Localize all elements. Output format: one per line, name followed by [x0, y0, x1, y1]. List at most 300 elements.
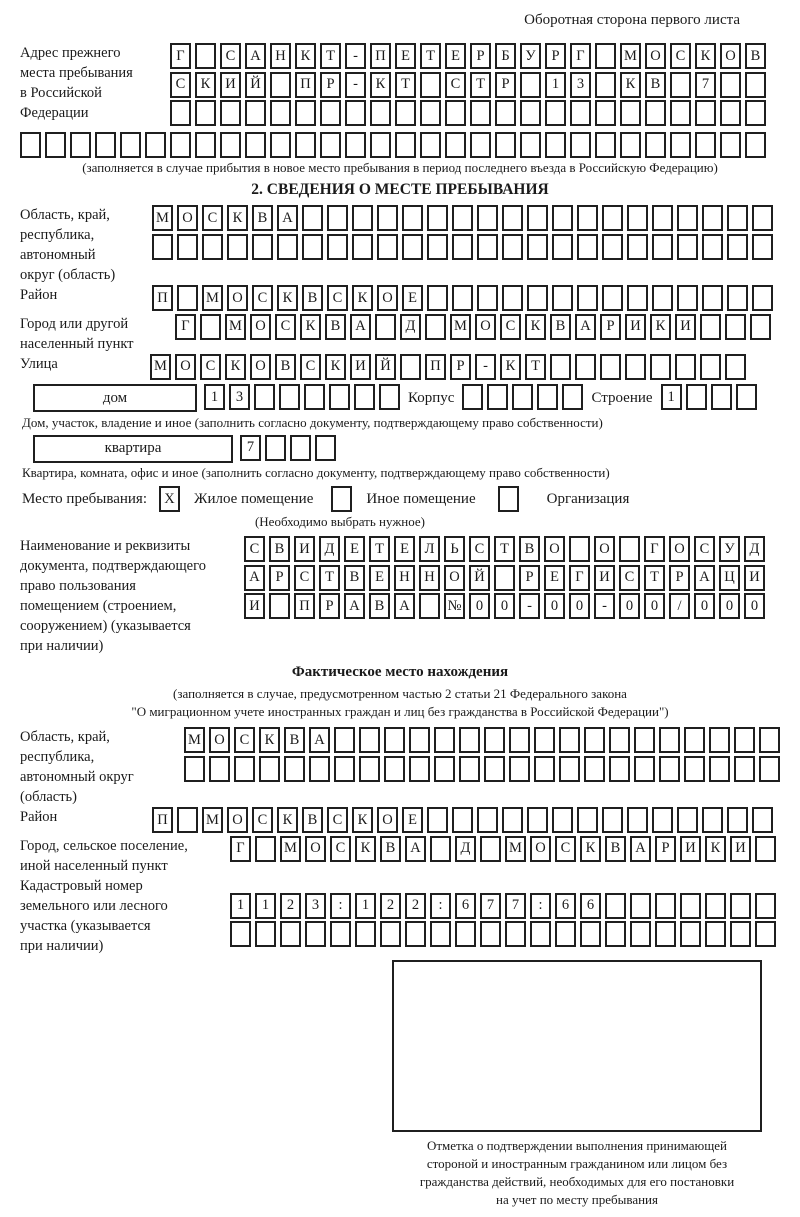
char-cell[interactable]: [345, 132, 366, 158]
char-cell[interactable]: 3: [570, 72, 591, 98]
char-cell[interactable]: [409, 756, 430, 782]
char-cell[interactable]: 7: [695, 72, 716, 98]
char-cell[interactable]: [315, 435, 336, 461]
char-cell[interactable]: О: [377, 807, 398, 833]
char-cell[interactable]: П: [152, 285, 173, 311]
char-cell[interactable]: [445, 100, 466, 126]
char-cell[interactable]: [459, 727, 480, 753]
char-cell[interactable]: М: [184, 727, 205, 753]
char-cell[interactable]: [434, 727, 455, 753]
char-cell[interactable]: 1: [661, 384, 682, 410]
char-cell[interactable]: 0: [694, 593, 715, 619]
char-cell[interactable]: О: [444, 565, 465, 591]
char-cell[interactable]: [736, 384, 757, 410]
char-cell[interactable]: П: [295, 72, 316, 98]
char-cell[interactable]: 6: [455, 893, 476, 919]
char-cell[interactable]: [630, 893, 651, 919]
char-cell[interactable]: К: [370, 72, 391, 98]
char-cell[interactable]: Р: [545, 43, 566, 69]
char-cell[interactable]: [334, 727, 355, 753]
char-cell[interactable]: [711, 384, 732, 410]
char-cell[interactable]: [334, 756, 355, 782]
char-cell[interactable]: [734, 756, 755, 782]
char-cell[interactable]: Р: [669, 565, 690, 591]
char-cell[interactable]: И: [294, 536, 315, 562]
char-cell[interactable]: [470, 132, 491, 158]
char-cell[interactable]: [477, 205, 498, 231]
char-cell[interactable]: :: [530, 893, 551, 919]
char-cell[interactable]: [230, 921, 251, 947]
char-cell[interactable]: [269, 593, 290, 619]
char-cell[interactable]: [170, 132, 191, 158]
char-cell[interactable]: [655, 921, 676, 947]
char-cell[interactable]: С: [555, 836, 576, 862]
char-cell[interactable]: [354, 384, 375, 410]
char-cell[interactable]: Р: [519, 565, 540, 591]
char-cell[interactable]: [559, 756, 580, 782]
char-cell[interactable]: Т: [395, 72, 416, 98]
char-cell[interactable]: [545, 132, 566, 158]
char-cell[interactable]: М: [152, 205, 173, 231]
char-cell[interactable]: [634, 756, 655, 782]
char-cell[interactable]: [686, 384, 707, 410]
char-cell[interactable]: [569, 536, 590, 562]
char-cell[interactable]: [295, 132, 316, 158]
char-cell[interactable]: [502, 285, 523, 311]
char-cell[interactable]: К: [325, 354, 346, 380]
char-cell[interactable]: 1: [355, 893, 376, 919]
char-cell[interactable]: [702, 234, 723, 260]
char-cell[interactable]: А: [244, 565, 265, 591]
char-cell[interactable]: [680, 921, 701, 947]
char-cell[interactable]: Д: [744, 536, 765, 562]
char-cell[interactable]: [352, 234, 373, 260]
char-cell[interactable]: С: [327, 807, 348, 833]
char-cell[interactable]: [755, 921, 776, 947]
char-cell[interactable]: [527, 205, 548, 231]
char-cell[interactable]: С: [670, 43, 691, 69]
char-cell[interactable]: [602, 807, 623, 833]
char-cell[interactable]: М: [202, 285, 223, 311]
char-cell[interactable]: [550, 354, 571, 380]
char-cell[interactable]: [255, 921, 276, 947]
char-cell[interactable]: [270, 132, 291, 158]
char-cell[interactable]: [620, 100, 641, 126]
char-cell[interactable]: К: [225, 354, 246, 380]
char-cell[interactable]: А: [277, 205, 298, 231]
char-cell[interactable]: [509, 727, 530, 753]
char-cell[interactable]: [650, 354, 671, 380]
char-cell[interactable]: Т: [320, 43, 341, 69]
char-cell[interactable]: -: [475, 354, 496, 380]
char-cell[interactable]: [702, 285, 723, 311]
char-cell[interactable]: Р: [470, 43, 491, 69]
char-cell[interactable]: [700, 354, 721, 380]
char-cell[interactable]: [252, 234, 273, 260]
char-cell[interactable]: О: [177, 205, 198, 231]
char-cell[interactable]: [602, 285, 623, 311]
char-cell[interactable]: [255, 836, 276, 862]
char-cell[interactable]: В: [645, 72, 666, 98]
char-cell[interactable]: [277, 234, 298, 260]
char-cell[interactable]: [420, 72, 441, 98]
char-cell[interactable]: [659, 756, 680, 782]
char-cell[interactable]: [400, 354, 421, 380]
char-cell[interactable]: [384, 727, 405, 753]
char-cell[interactable]: [695, 100, 716, 126]
char-cell[interactable]: [630, 921, 651, 947]
char-cell[interactable]: [502, 205, 523, 231]
char-cell[interactable]: О: [544, 536, 565, 562]
char-cell[interactable]: [234, 756, 255, 782]
char-cell[interactable]: Д: [400, 314, 421, 340]
char-cell[interactable]: [595, 43, 616, 69]
char-cell[interactable]: П: [370, 43, 391, 69]
char-cell[interactable]: А: [309, 727, 330, 753]
char-cell[interactable]: [477, 807, 498, 833]
char-cell[interactable]: Р: [319, 593, 340, 619]
char-cell[interactable]: [609, 756, 630, 782]
char-cell[interactable]: [352, 205, 373, 231]
char-cell[interactable]: [680, 893, 701, 919]
char-cell[interactable]: С: [330, 836, 351, 862]
char-cell[interactable]: И: [730, 836, 751, 862]
char-cell[interactable]: [584, 727, 605, 753]
char-cell[interactable]: 2: [280, 893, 301, 919]
char-cell[interactable]: [659, 727, 680, 753]
char-cell[interactable]: [177, 807, 198, 833]
char-cell[interactable]: [480, 921, 501, 947]
char-cell[interactable]: [280, 921, 301, 947]
char-cell[interactable]: М: [620, 43, 641, 69]
char-cell[interactable]: И: [675, 314, 696, 340]
char-cell[interactable]: [270, 100, 291, 126]
char-cell[interactable]: -: [345, 72, 366, 98]
char-cell[interactable]: [145, 132, 166, 158]
char-cell[interactable]: [427, 234, 448, 260]
char-cell[interactable]: [677, 205, 698, 231]
char-cell[interactable]: [670, 72, 691, 98]
char-cell[interactable]: [70, 132, 91, 158]
char-cell[interactable]: В: [302, 807, 323, 833]
char-cell[interactable]: 2: [380, 893, 401, 919]
char-cell[interactable]: П: [294, 593, 315, 619]
char-cell[interactable]: Р: [495, 72, 516, 98]
char-cell[interactable]: [327, 205, 348, 231]
char-cell[interactable]: [484, 756, 505, 782]
char-cell[interactable]: [677, 234, 698, 260]
char-cell[interactable]: В: [380, 836, 401, 862]
char-cell[interactable]: Е: [402, 285, 423, 311]
char-cell[interactable]: [580, 921, 601, 947]
char-cell[interactable]: [534, 756, 555, 782]
char-cell[interactable]: С: [234, 727, 255, 753]
char-cell[interactable]: О: [594, 536, 615, 562]
char-cell[interactable]: [259, 756, 280, 782]
char-cell[interactable]: [595, 132, 616, 158]
char-cell[interactable]: К: [695, 43, 716, 69]
char-cell[interactable]: [655, 893, 676, 919]
char-cell[interactable]: В: [605, 836, 626, 862]
char-cell[interactable]: /: [669, 593, 690, 619]
char-cell[interactable]: [455, 921, 476, 947]
char-cell[interactable]: [552, 234, 573, 260]
char-cell[interactable]: К: [355, 836, 376, 862]
char-cell[interactable]: [509, 756, 530, 782]
char-cell[interactable]: [709, 727, 730, 753]
char-cell[interactable]: С: [244, 536, 265, 562]
char-cell[interactable]: [675, 354, 696, 380]
char-cell[interactable]: А: [394, 593, 415, 619]
char-cell[interactable]: [505, 921, 526, 947]
char-cell[interactable]: [577, 205, 598, 231]
char-cell[interactable]: [405, 921, 426, 947]
char-cell[interactable]: М: [505, 836, 526, 862]
char-cell[interactable]: Е: [445, 43, 466, 69]
char-cell[interactable]: [402, 205, 423, 231]
char-cell[interactable]: [345, 100, 366, 126]
char-cell[interactable]: А: [245, 43, 266, 69]
char-cell[interactable]: К: [525, 314, 546, 340]
char-cell[interactable]: М: [225, 314, 246, 340]
char-cell[interactable]: [452, 205, 473, 231]
char-cell[interactable]: П: [152, 807, 173, 833]
char-cell[interactable]: [702, 807, 723, 833]
char-cell[interactable]: [375, 314, 396, 340]
char-cell[interactable]: В: [745, 43, 766, 69]
char-cell[interactable]: У: [719, 536, 740, 562]
char-cell[interactable]: К: [352, 807, 373, 833]
char-cell[interactable]: [730, 893, 751, 919]
char-cell[interactable]: С: [252, 285, 273, 311]
char-cell[interactable]: С: [252, 807, 273, 833]
char-cell[interactable]: О: [250, 314, 271, 340]
char-cell[interactable]: С: [170, 72, 191, 98]
char-cell[interactable]: [670, 132, 691, 158]
char-cell[interactable]: [577, 285, 598, 311]
char-cell[interactable]: М: [150, 354, 171, 380]
char-cell[interactable]: К: [295, 43, 316, 69]
char-cell[interactable]: [527, 285, 548, 311]
char-cell[interactable]: [279, 384, 300, 410]
char-cell[interactable]: Е: [395, 43, 416, 69]
char-cell[interactable]: О: [175, 354, 196, 380]
char-cell[interactable]: [537, 384, 558, 410]
char-cell[interactable]: Й: [375, 354, 396, 380]
house-field-box[interactable]: дом: [33, 384, 197, 412]
char-cell[interactable]: Т: [494, 536, 515, 562]
char-cell[interactable]: О: [645, 43, 666, 69]
char-cell[interactable]: [120, 132, 141, 158]
char-cell[interactable]: [627, 807, 648, 833]
char-cell[interactable]: [552, 807, 573, 833]
char-cell[interactable]: -: [594, 593, 615, 619]
char-cell[interactable]: [727, 234, 748, 260]
char-cell[interactable]: К: [620, 72, 641, 98]
stay-type-checkbox-other[interactable]: [331, 486, 352, 512]
char-cell[interactable]: К: [227, 205, 248, 231]
char-cell[interactable]: [652, 205, 673, 231]
char-cell[interactable]: [600, 354, 621, 380]
char-cell[interactable]: О: [305, 836, 326, 862]
char-cell[interactable]: [462, 384, 483, 410]
char-cell[interactable]: [320, 132, 341, 158]
char-cell[interactable]: [670, 100, 691, 126]
char-cell[interactable]: [555, 921, 576, 947]
char-cell[interactable]: Р: [655, 836, 676, 862]
char-cell[interactable]: [570, 100, 591, 126]
char-cell[interactable]: [265, 435, 286, 461]
char-cell[interactable]: Д: [455, 836, 476, 862]
char-cell[interactable]: [220, 100, 241, 126]
char-cell[interactable]: [520, 100, 541, 126]
char-cell[interactable]: 2: [405, 893, 426, 919]
char-cell[interactable]: [445, 132, 466, 158]
char-cell[interactable]: [419, 593, 440, 619]
char-cell[interactable]: В: [269, 536, 290, 562]
char-cell[interactable]: А: [575, 314, 596, 340]
char-cell[interactable]: [470, 100, 491, 126]
char-cell[interactable]: [759, 727, 780, 753]
char-cell[interactable]: [730, 921, 751, 947]
char-cell[interactable]: И: [744, 565, 765, 591]
char-cell[interactable]: 7: [240, 435, 261, 461]
char-cell[interactable]: С: [202, 205, 223, 231]
char-cell[interactable]: [634, 727, 655, 753]
char-cell[interactable]: [652, 807, 673, 833]
char-cell[interactable]: [502, 234, 523, 260]
char-cell[interactable]: В: [369, 593, 390, 619]
char-cell[interactable]: [245, 132, 266, 158]
char-cell[interactable]: [459, 756, 480, 782]
char-cell[interactable]: [227, 234, 248, 260]
char-cell[interactable]: [752, 807, 773, 833]
char-cell[interactable]: [755, 893, 776, 919]
char-cell[interactable]: 3: [229, 384, 250, 410]
char-cell[interactable]: [595, 72, 616, 98]
char-cell[interactable]: [409, 727, 430, 753]
char-cell[interactable]: [402, 234, 423, 260]
char-cell[interactable]: [684, 727, 705, 753]
char-cell[interactable]: И: [625, 314, 646, 340]
char-cell[interactable]: Е: [402, 807, 423, 833]
char-cell[interactable]: Д: [319, 536, 340, 562]
char-cell[interactable]: 3: [305, 893, 326, 919]
char-cell[interactable]: [575, 354, 596, 380]
char-cell[interactable]: [752, 234, 773, 260]
char-cell[interactable]: [20, 132, 41, 158]
char-cell[interactable]: [725, 314, 746, 340]
char-cell[interactable]: [705, 921, 726, 947]
char-cell[interactable]: Р: [600, 314, 621, 340]
char-cell[interactable]: Ь: [444, 536, 465, 562]
char-cell[interactable]: К: [277, 285, 298, 311]
char-cell[interactable]: [602, 234, 623, 260]
char-cell[interactable]: Р: [320, 72, 341, 98]
char-cell[interactable]: [584, 756, 605, 782]
char-cell[interactable]: [755, 836, 776, 862]
stay-type-checkbox-residential[interactable]: X: [159, 486, 180, 512]
char-cell[interactable]: [577, 807, 598, 833]
char-cell[interactable]: С: [694, 536, 715, 562]
char-cell[interactable]: С: [200, 354, 221, 380]
char-cell[interactable]: Н: [419, 565, 440, 591]
char-cell[interactable]: С: [469, 536, 490, 562]
char-cell[interactable]: [495, 132, 516, 158]
char-cell[interactable]: Н: [394, 565, 415, 591]
char-cell[interactable]: [290, 435, 311, 461]
char-cell[interactable]: А: [405, 836, 426, 862]
char-cell[interactable]: [552, 285, 573, 311]
char-cell[interactable]: О: [720, 43, 741, 69]
char-cell[interactable]: Е: [544, 565, 565, 591]
char-cell[interactable]: [627, 285, 648, 311]
char-cell[interactable]: О: [530, 836, 551, 862]
char-cell[interactable]: М: [450, 314, 471, 340]
char-cell[interactable]: [452, 234, 473, 260]
char-cell[interactable]: [652, 285, 673, 311]
char-cell[interactable]: [645, 100, 666, 126]
char-cell[interactable]: [302, 205, 323, 231]
char-cell[interactable]: 0: [494, 593, 515, 619]
char-cell[interactable]: [359, 756, 380, 782]
char-cell[interactable]: [377, 234, 398, 260]
char-cell[interactable]: К: [705, 836, 726, 862]
char-cell[interactable]: Ц: [719, 565, 740, 591]
char-cell[interactable]: 1: [204, 384, 225, 410]
char-cell[interactable]: К: [500, 354, 521, 380]
char-cell[interactable]: [270, 72, 291, 98]
char-cell[interactable]: [295, 100, 316, 126]
char-cell[interactable]: [702, 205, 723, 231]
char-cell[interactable]: [304, 384, 325, 410]
char-cell[interactable]: 6: [555, 893, 576, 919]
char-cell[interactable]: [330, 921, 351, 947]
char-cell[interactable]: 0: [744, 593, 765, 619]
char-cell[interactable]: [627, 234, 648, 260]
char-cell[interactable]: О: [227, 807, 248, 833]
char-cell[interactable]: М: [280, 836, 301, 862]
char-cell[interactable]: [652, 234, 673, 260]
char-cell[interactable]: [527, 234, 548, 260]
char-cell[interactable]: В: [284, 727, 305, 753]
char-cell[interactable]: [609, 727, 630, 753]
char-cell[interactable]: [95, 132, 116, 158]
char-cell[interactable]: [45, 132, 66, 158]
char-cell[interactable]: М: [202, 807, 223, 833]
char-cell[interactable]: [530, 921, 551, 947]
char-cell[interactable]: Т: [420, 43, 441, 69]
char-cell[interactable]: [720, 72, 741, 98]
char-cell[interactable]: [420, 132, 441, 158]
char-cell[interactable]: А: [630, 836, 651, 862]
char-cell[interactable]: Г: [570, 43, 591, 69]
char-cell[interactable]: [184, 756, 205, 782]
char-cell[interactable]: [520, 72, 541, 98]
char-cell[interactable]: [502, 807, 523, 833]
char-cell[interactable]: Л: [419, 536, 440, 562]
char-cell[interactable]: [752, 285, 773, 311]
char-cell[interactable]: [302, 234, 323, 260]
char-cell[interactable]: [384, 756, 405, 782]
char-cell[interactable]: [305, 921, 326, 947]
char-cell[interactable]: [677, 285, 698, 311]
char-cell[interactable]: [309, 756, 330, 782]
char-cell[interactable]: 7: [480, 893, 501, 919]
char-cell[interactable]: 6: [580, 893, 601, 919]
char-cell[interactable]: И: [220, 72, 241, 98]
char-cell[interactable]: К: [650, 314, 671, 340]
